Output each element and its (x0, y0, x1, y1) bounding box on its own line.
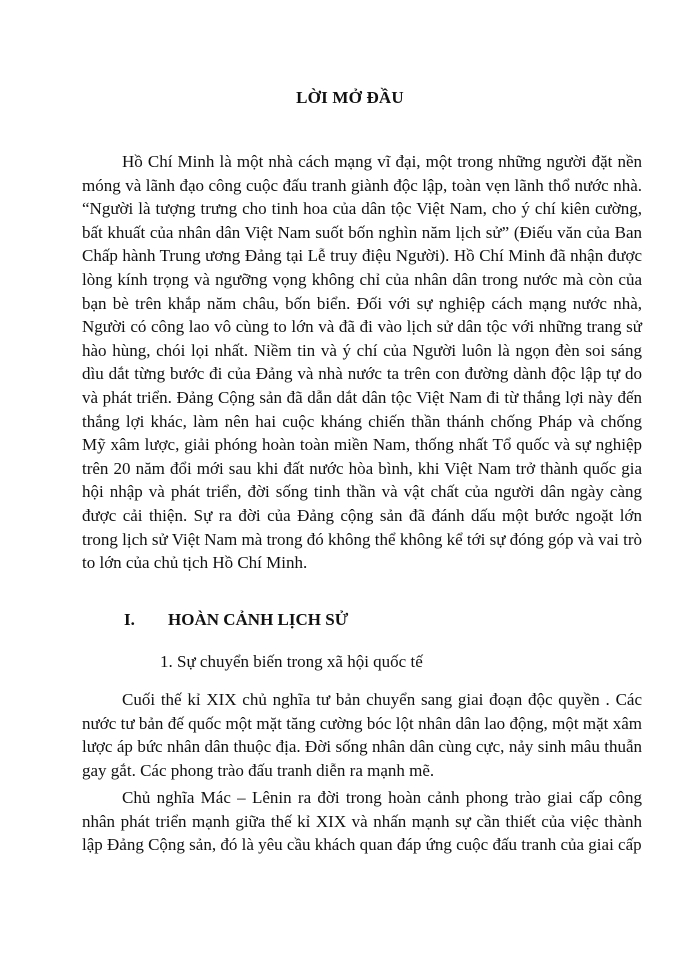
subsection-heading (160, 652, 423, 672)
page-title: LỜI MỞ ĐẦU (296, 88, 404, 107)
section-title: HOÀN CẢNH LỊCH SỬ (168, 610, 349, 629)
body-paragraph: Cuối thế kỉ XIX chủ nghĩa tư bản chuyển sang giai đoạn độc quyền . Các nước tư bản đế quốc một mặt tăng cường bóc lột nhân dân lao động, một mặt xâm lược áp bức nhân dân thuộc địa. Đời sống nhân dân cùng cực, nảy sinh mâu thuẫn gay gắt. Các phong trào đấu tranh diễn ra mạnh mẽ. (82, 690, 642, 780)
subsection-title: Sự chuyển biến trong xã hội quốc tế (177, 652, 423, 671)
subsection-number: 1. (160, 652, 173, 671)
section-number: I. (124, 610, 135, 629)
intro-paragraph: Hồ Chí Minh là một nhà cách mạng vĩ đại, một trong những người đặt nền móng và lãnh đạo công cuộc đấu tranh giành độc lập, toàn vẹn lãnh thổ nước nhà. “Người là tượng trưng cho tinh hoa của dân tộc Việt Nam, cho ý chí kiên cường, bất khuất của nhân dân Việt Nam suốt bốn nghìn năm lịch sử” (Điếu văn của Ban Chấp hành Trung ương Đảng tại Lễ truy điệu Người). Hồ Chí Minh đã nhận được lòng kính trọng và ngưỡng vọng không chỉ của nhân dân trong nước mà còn của bạn bè trên khắp năm châu, bốn biển. Đối với sự nghiệp cách mạng nước nhà, Người có công lao vô cùng to lớn và đã đi vào lịch sử dân tộc với những trang sử hào hùng, chói lọi nhất. Niềm tin và ý chí của Người luôn là ngọn đèn soi sáng dìu dắt từng bước đi của Đảng và nhà nước ta trên con đường dành độc lập tự do và phát triển. Đảng Cộng sản đã dẫn dắt dân tộc Việt Nam đi từ thắng lợi này đến thắng lợi khác, làm nên hai cuộc kháng chiến thần thánh chống Pháp và chống Mỹ xâm lược, giải phóng hoàn toàn miền Nam, thống nhất Tổ quốc và sự nghiệp trên 20 năm đổi mới sau khi đất nước hòa bình, khi Việt Nam trở thành quốc gia hội nhập và phát triển, đời sống tinh thần và vật chất của người dân ngày càng được cải thiện. Sự ra đời của Đảng cộng sản đã đánh dấu một bước ngoặt lớn trong lịch sử Việt Nam mà trong đó không thể không kể tới sự đóng góp và vai trò to lớn của chủ tịch Hồ Chí Minh. (82, 152, 642, 573)
body-paragraph: Chủ nghĩa Mác – Lênin ra đời trong hoàn cảnh phong trào giai cấp công nhân phát triển mạnh giữa thế kỉ XIX và nhấn mạnh sự cần thiết của việc thành lập Đảng Cộng sản, đó là yêu cầu khách quan đáp ứng cuộc đấu tranh của giai cấp (82, 788, 642, 855)
section-heading (124, 610, 348, 630)
